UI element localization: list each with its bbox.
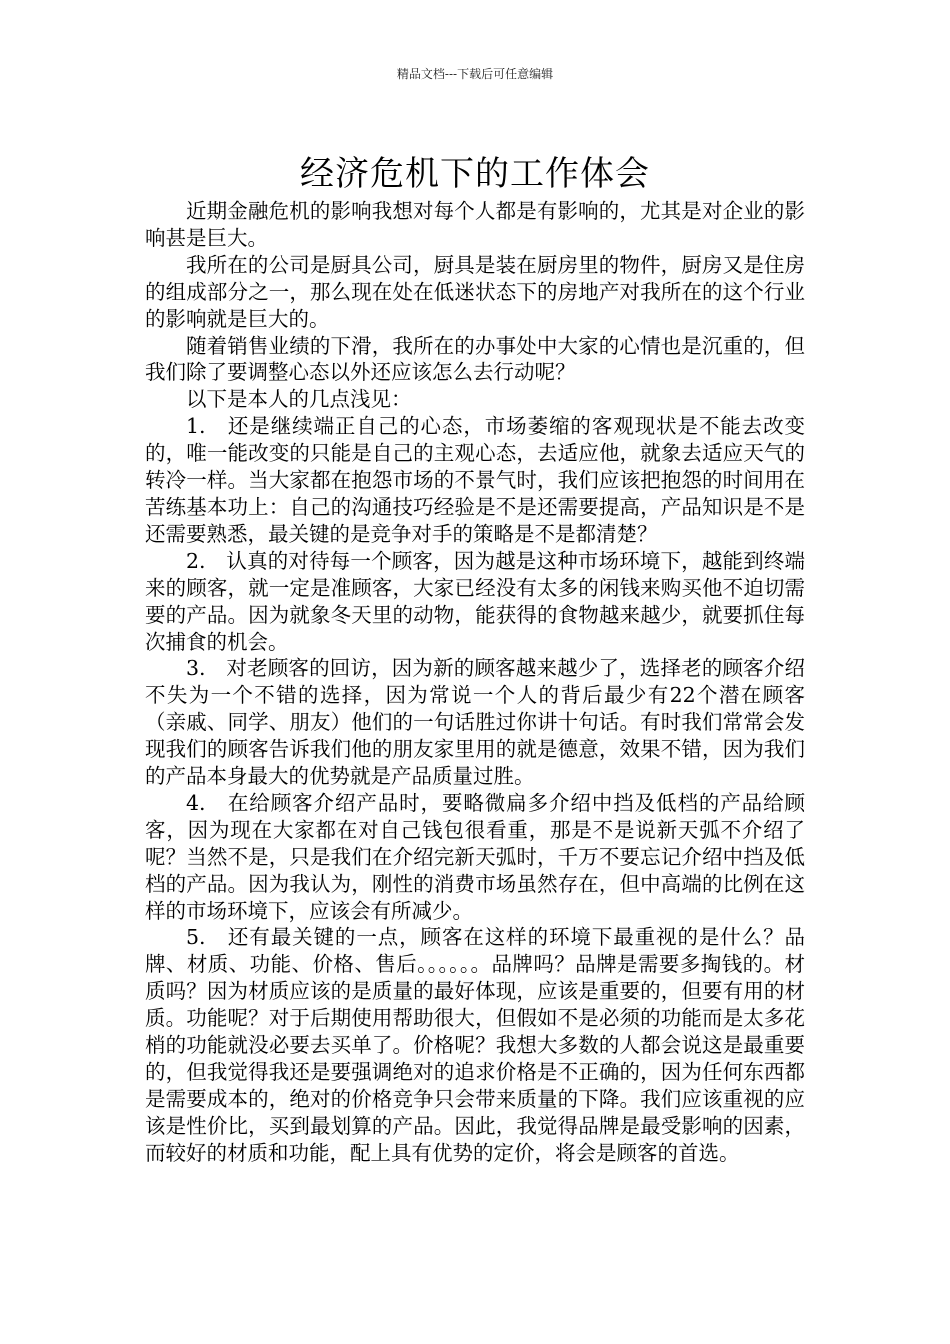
paragraph-point-5: 5. 还有最关键的一点，顾客在这样的环境下最重视的是什么？品牌、材质、功能、价格、售后。。。。。。品牌吗？品牌是需要多掏钱的。材质吗？因为材质应该的是质量的最好体现，应该是重要的，但要有用的材质。功能呢？对于后期使用帮助很大，但假如不是必须的功能而是太多花梢的功能就没必要去买单了。价格呢？我想大多数的人都会说这是最重要的，但我觉得我还是要强调绝对的追求价格是不正确的，因为任何东西都是需要成本的，绝对的价格竞争只会带来质量的下降。我们应该重视的应该是性价比，买到最划算的产品。因此，我觉得品牌是最受影响的因素，而较好的材质和功能，配上具有优势的定价，将会是顾客的首选。 [145, 925, 805, 1165]
paragraph-question: 随着销售业绩的下滑，我所在的办事处中大家的心情也是沉重的，但我们除了要调整心态以外还应该怎么去行动呢？ [145, 333, 805, 385]
document-body [145, 198, 805, 1167]
header-note: 精品文档---下载后可任意编辑 [396, 67, 554, 81]
paragraph-point-2: 2. 认真的对待每一个顾客，因为越是这种市场环境下，越能到终端来的顾客，就一定是准顾客，大家已经没有太多的闲钱来购买他不迫切需要的产品。因为就象冬天里的动物，能获得的食物越来越少，就要抓住每次捕食的机会。 [145, 548, 805, 654]
paragraph-intro: 近期金融危机的影响我想对每个人都是有影响的，尤其是对企业的影响甚是巨大。 [145, 199, 805, 250]
paragraph-lead-in: 以下是本人的几点浅见： [186, 387, 412, 412]
paragraph-point-3: 3. 对老顾客的回访，因为新的顾客越来越少了，选择老的顾客介绍不失为一个不错的选择，因为常说一个人的背后最少有22个潜在顾客（亲戚、同学、朋友）他们的一句话胜过你讲十句话。有时我们常常会发现我们的顾客告诉我们他的朋友家里用的就是德意，效果不错，因为我们的产品本身最大的优势就是产品质量过胜。 [145, 656, 805, 789]
paragraph-point-1: 1. 还是继续端正自己的心态，市场萎缩的客观现状是不能去改变的，唯一能改变的只能是自己的主观心态，去适应他，就象去适应天气的转冷一样。当大家都在抱怨市场的不景气时，我们应该把抱怨的时间用在苦练基本功上：自己的沟通技巧经验是不是还需要提高，产品知识是不是还需要熟悉，最关键的是竞争对手的策略是不是都清楚？ [145, 414, 805, 546]
paragraph-company: 我所在的公司是厨具公司，厨具是装在厨房里的物件，厨房又是住房的组成部分之一，那么现在处在低迷状态下的房地产对我所在的这个行业的影响就是巨大的。 [145, 252, 805, 331]
document-title: 经济危机下的工作体会 [300, 153, 650, 194]
paragraph-point-4: 4. 在给顾客介绍产品时，要略微扁多介绍中挡及低档的产品给顾客，因为现在大家都在对自己钱包很看重，那是不是说新天弧不介绍了呢？当然不是，只是我们在介绍完新天弧时，千万不要忘记介绍中挡及低档的产品。因为我认为，刚性的消费市场虽然存在，但中高端的比例在这样的市场环境下，应该会有所减少。 [145, 790, 805, 923]
